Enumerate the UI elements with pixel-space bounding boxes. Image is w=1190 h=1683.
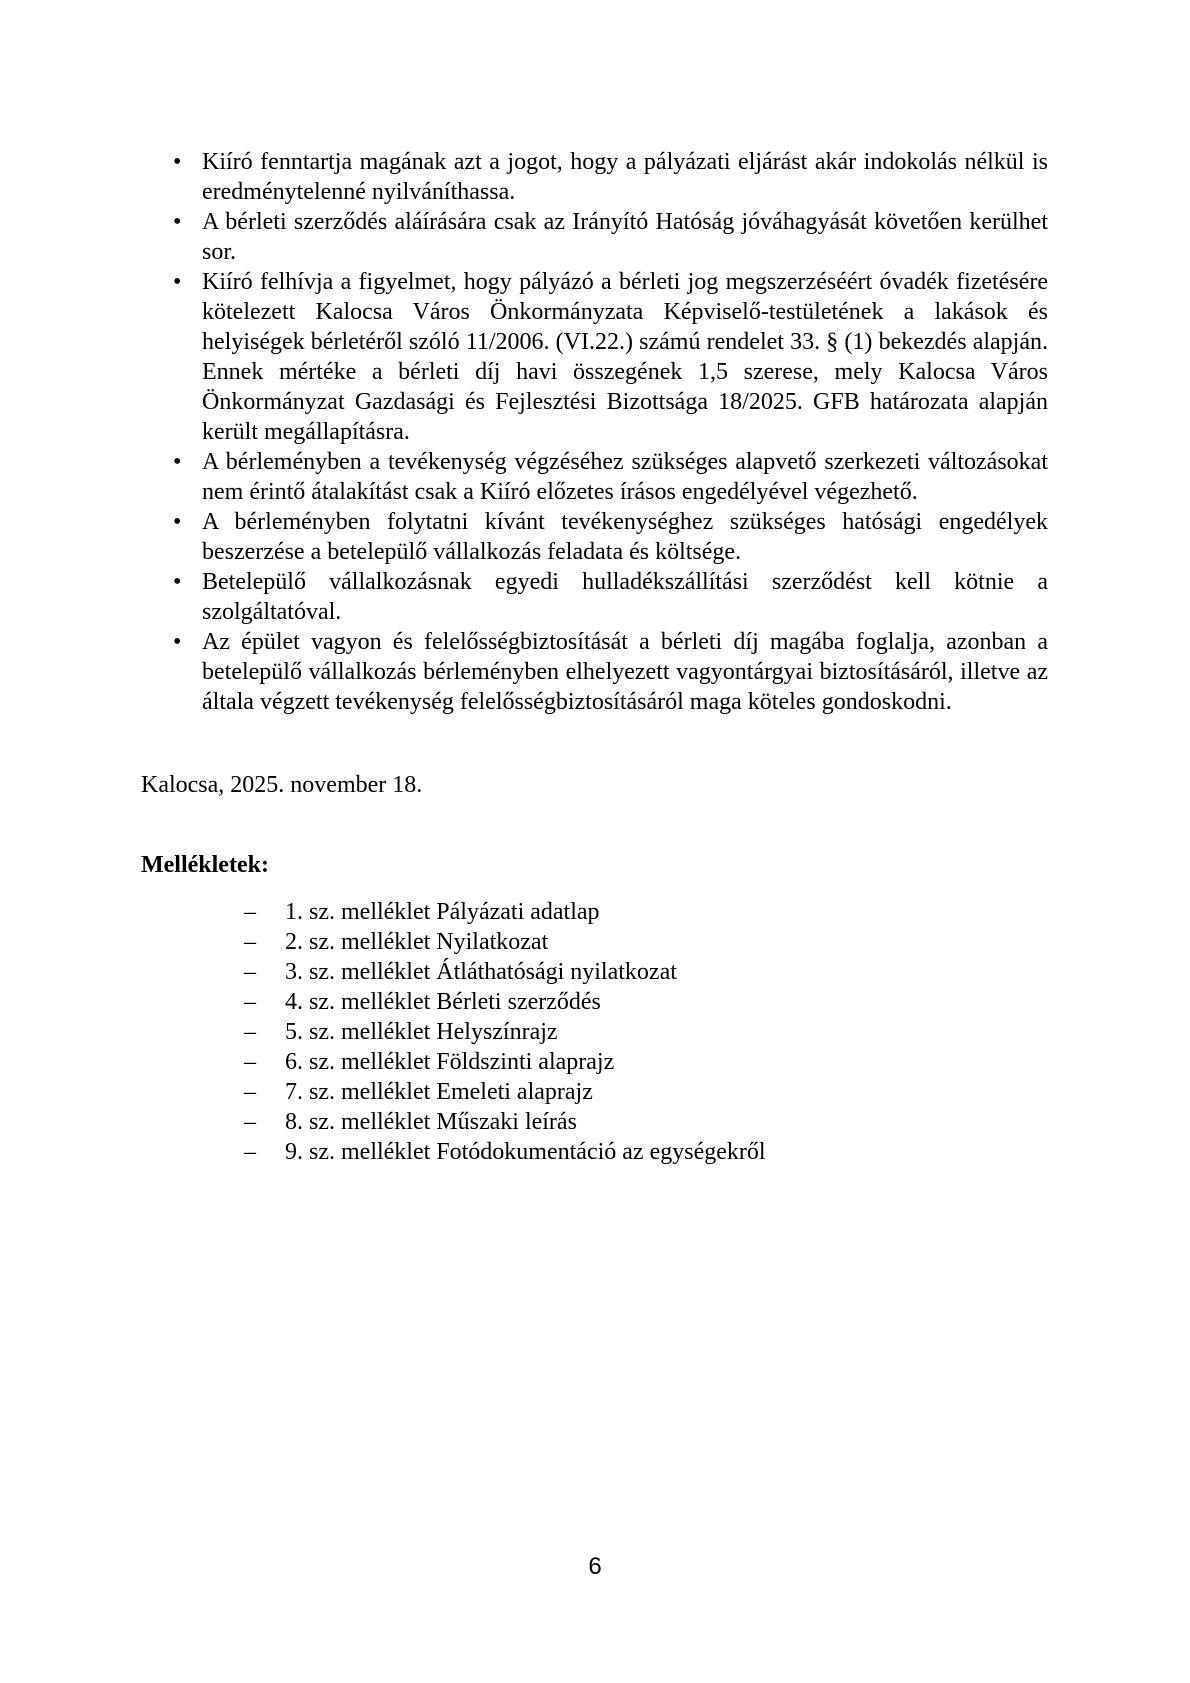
attachment-item [141, 1017, 1048, 1047]
dash-icon: – [244, 1139, 256, 1165]
dash-icon: – [244, 989, 256, 1015]
bullet-item [141, 507, 1048, 567]
attachment-text: 8. sz. melléklet Műszaki leírás [285, 1109, 577, 1135]
attachment-text: 2. sz. melléklet Nyilatkozat [285, 929, 549, 955]
attachment-item [141, 1137, 1048, 1167]
bullet-text: A bérleményben folytatni kívánt tevékenységhez szükséges hatósági engedélyek beszerzése a betelepülő vállalkozás feladata és költsége. [202, 509, 1048, 565]
bullet-item [141, 447, 1048, 507]
bullet-icon: • [173, 629, 182, 655]
attachment-item [141, 1107, 1048, 1137]
bullet-text: Kiíró felhívja a figyelmet, hogy pályázó a bérleti jog megszerzéséért óvadék fizetésére kötelezett Kalocsa Város Önkormányzata Képviselő-testületének a lakások és helyiségek bérletéről szóló 11/2006. (VI.22.) számú rendelet 33. § (1) bekezdés alapján. Ennek mértéke a bérleti díj havi összegének 1,5 szerese, mely Kalocsa Város Önkormányzat Gazdasági és Fejlesztési Bizottsága 18/2025. GFB határozata alapján került megállapításra. [202, 269, 1048, 445]
bullet-icon: • [173, 269, 182, 295]
bullet-list [141, 147, 1048, 717]
dash-icon: – [244, 899, 256, 925]
bullet-icon: • [173, 509, 182, 535]
attachment-text: 9. sz. melléklet Fotódokumentáció az egységekről [285, 1139, 766, 1165]
attachment-item [141, 927, 1048, 957]
attachment-item [141, 957, 1048, 987]
dash-icon: – [244, 1019, 256, 1045]
dash-icon: – [244, 929, 256, 955]
bullet-icon: • [173, 209, 182, 235]
bullet-text: Kiíró fenntartja magának azt a jogot, hogy a pályázati eljárást akár indokolás nélkül is eredménytelenné nyilváníthassa. [202, 149, 1048, 205]
bullet-icon: • [173, 149, 182, 175]
dash-icon: – [244, 1079, 256, 1105]
attachment-item [141, 987, 1048, 1017]
dash-icon: – [244, 1049, 256, 1075]
bullet-icon: • [173, 569, 182, 595]
bullet-item [141, 567, 1048, 627]
attachment-text: 4. sz. melléklet Bérleti szerződés [285, 989, 601, 1015]
attachment-list [141, 897, 1048, 1167]
bullet-text: Betelepülő vállalkozásnak egyedi hulladékszállítási szerződést kell kötnie a szolgáltatóval. [202, 569, 1048, 625]
bullet-icon: • [173, 449, 182, 475]
page-number: 6 [588, 1553, 602, 1580]
attachment-text: 3. sz. melléklet Átláthatósági nyilatkozat [285, 959, 677, 985]
attachment-item [141, 1077, 1048, 1107]
bullet-item [141, 207, 1048, 267]
dash-icon: – [244, 959, 256, 985]
bullet-item [141, 267, 1048, 447]
attachment-text: 7. sz. melléklet Emeleti alaprajz [285, 1079, 593, 1105]
attachment-text: 1. sz. melléklet Pályázati adatlap [285, 899, 600, 925]
bullet-text: Az épület vagyon és felelősségbiztosítását a bérleti díj magába foglalja, azonban a betelepülő vállalkozás bérleményben elhelyezett vagyontárgyai biztosításáról, illetve az általa végzett tevékenység felelősségbiztosításáról maga köteles gondoskodni. [202, 629, 1048, 715]
attachment-text: 6. sz. melléklet Földszinti alaprajz [285, 1049, 615, 1075]
attachment-item [141, 1047, 1048, 1077]
bullet-item [141, 627, 1048, 717]
bullet-text: A bérleményben a tevékenység végzéséhez szükséges alapvető szerkezeti változásokat nem érintő átalakítást csak a Kiíró előzetes írásos engedélyével végezhető. [202, 449, 1048, 505]
bullet-item [141, 147, 1048, 207]
attachments-heading: Mellékletek: [141, 852, 269, 878]
attachment-item [141, 897, 1048, 927]
date-line: Kalocsa, 2025. november 18. [141, 772, 423, 798]
bullet-text: A bérleti szerződés aláírására csak az Irányító Hatóság jóváhagyását követően kerülhet sor. [202, 209, 1048, 265]
dash-icon: – [244, 1109, 256, 1135]
attachment-text: 5. sz. melléklet Helyszínrajz [285, 1019, 558, 1045]
